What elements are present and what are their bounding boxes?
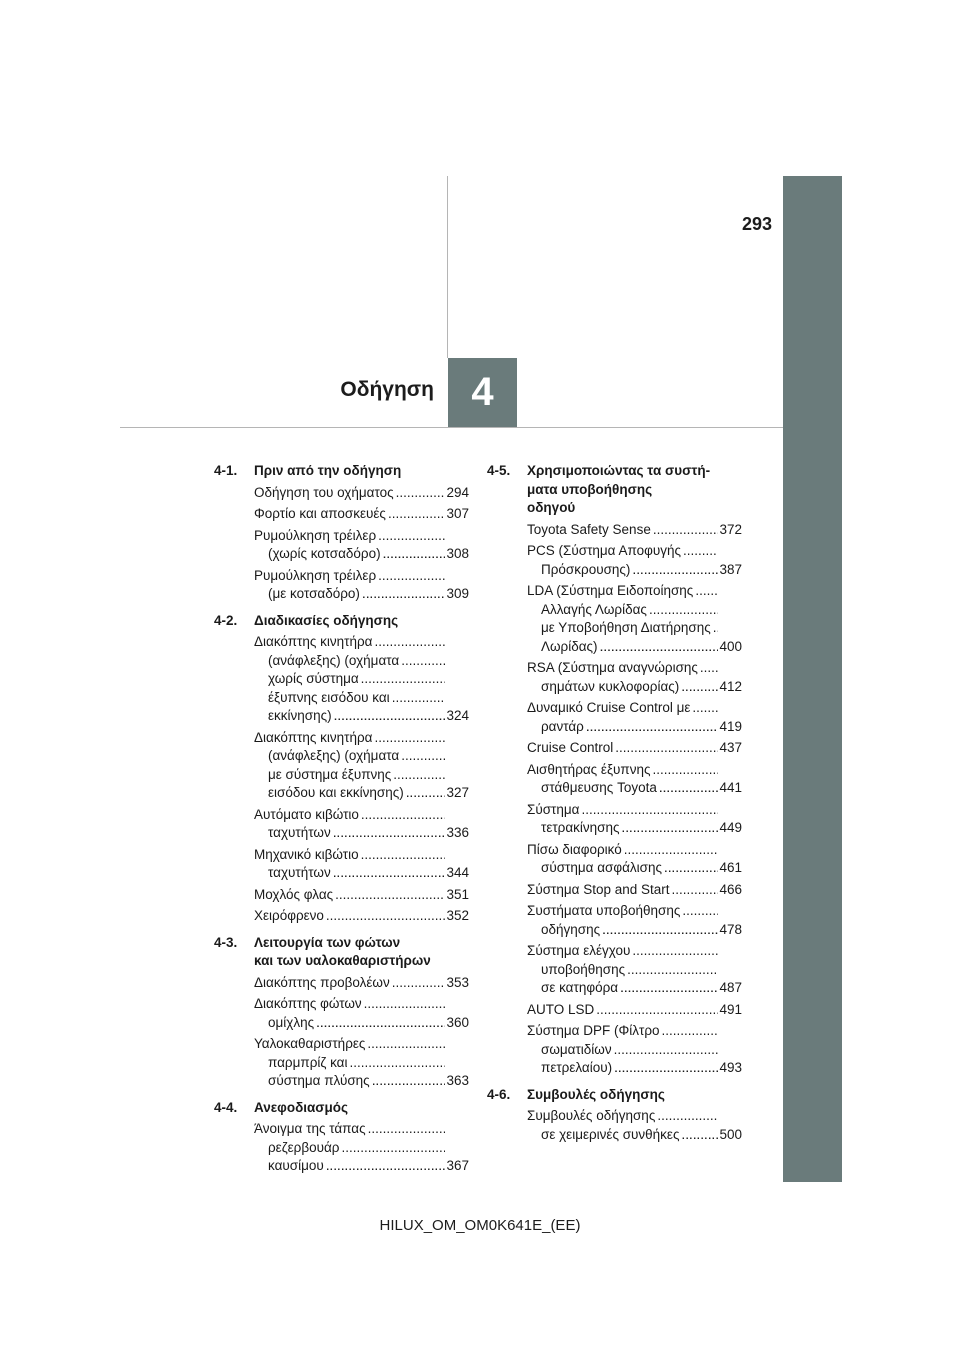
toc-entry[interactable] xyxy=(214,995,469,1032)
entry-page-number: 336 xyxy=(445,824,469,843)
entry-label: Μοχλός φλας ..... xyxy=(254,887,333,902)
section-number: 4-5. xyxy=(487,463,511,478)
entry-label-wrap xyxy=(527,699,718,736)
section-title: Λειτουργία των φώτων και των υαλοκαθαριστήρων xyxy=(254,934,431,968)
entry-label-wrap xyxy=(254,974,445,993)
entry-page-number: 387 xyxy=(718,561,742,580)
entry-page-number: 487 xyxy=(718,979,742,998)
toc-entry[interactable] xyxy=(487,841,742,878)
entry-page-number: 324 xyxy=(445,707,469,726)
entry-label-wrap xyxy=(254,907,445,926)
entry-label-wrap xyxy=(527,881,718,900)
toc-entry[interactable] xyxy=(214,505,469,524)
toc-entry[interactable] xyxy=(487,542,742,579)
entry-page-number: 419 xyxy=(718,718,742,737)
entry-page-number: 466 xyxy=(718,881,742,900)
entry-label-wrap xyxy=(527,542,718,579)
entry-label-wrap xyxy=(527,739,718,758)
entry-label-wrap xyxy=(527,1001,718,1020)
horizontal-divider xyxy=(120,427,783,428)
toc-section xyxy=(487,462,742,1078)
toc-entry[interactable] xyxy=(487,881,742,900)
entry-page-number: 308 xyxy=(445,545,469,564)
entry-page-number: 449 xyxy=(718,819,742,838)
entry-label-wrap xyxy=(254,806,445,843)
entry-page-number: 461 xyxy=(718,859,742,878)
toc-section xyxy=(214,462,469,604)
entry-page-number: 491 xyxy=(718,1001,742,1020)
toc-entry[interactable] xyxy=(214,484,469,503)
entry-label: Συστήματα υποβοήθησης ..... οδήγησης ..... ..... xyxy=(527,903,680,937)
entry-label: Χειρόφρενο ..... xyxy=(254,908,324,923)
toc-entry[interactable] xyxy=(214,567,469,604)
entry-page-number: 360 xyxy=(445,1014,469,1033)
entry-label-wrap xyxy=(527,582,718,656)
chapter-number-box: 4 xyxy=(448,358,517,427)
toc-entry[interactable] xyxy=(214,1120,469,1176)
entry-label: Διακόπτης προβολέων ..... xyxy=(254,975,390,990)
toc-entry[interactable] xyxy=(214,886,469,905)
entry-label-wrap xyxy=(254,633,445,726)
toc-entry[interactable] xyxy=(487,1107,742,1144)
entry-page-number: 367 xyxy=(445,1157,469,1176)
entry-label-wrap xyxy=(254,729,445,803)
entry-page-number: 294 xyxy=(445,484,469,503)
entry-page-number: 327 xyxy=(445,784,469,803)
section-title: Διαδικασίες οδήγησης xyxy=(254,612,399,628)
entry-label: Διακόπτης φώτων ..... ομίχλης ..... ..... xyxy=(254,996,362,1030)
entry-label: Μηχανικό κιβώτιο ..... ταχυτήτων ..... ..... xyxy=(254,847,359,881)
section-title: Πριν από την οδήγηση xyxy=(254,463,402,478)
entry-label: Συμβουλές οδήγησης ..... σε χειμερινές συνθήκες ..... ..... xyxy=(527,1108,679,1142)
entry-page-number: 500 xyxy=(718,1126,742,1145)
entry-label: Toyota Safety Sense ..... xyxy=(527,522,651,537)
document-code-footer: HILUX_OM_OM0K641E_(EE) xyxy=(379,1217,581,1234)
entry-label-wrap xyxy=(527,761,718,798)
toc-entry[interactable] xyxy=(487,801,742,838)
entry-label: Διακόπτης κινητήρα ..... (ανάφλεξης) (οχήματα ..... χωρίς σύστημα ..... έξυπνης εισόδου και ..... εκκίνησης) ..... ..... xyxy=(254,634,399,723)
toc-left-column xyxy=(214,462,469,1184)
entry-label-wrap xyxy=(527,659,718,696)
entry-page-number: 372 xyxy=(718,521,742,540)
entry-label-wrap xyxy=(527,902,718,939)
entry-label: Οδήγηση του οχήματος ..... xyxy=(254,485,394,500)
section-number: 4-4. xyxy=(214,1099,238,1115)
toc-entry[interactable] xyxy=(214,974,469,993)
entry-label-wrap xyxy=(527,521,718,540)
toc-entry[interactable] xyxy=(214,729,469,803)
entry-page-number: 400 xyxy=(718,638,742,657)
entry-label-wrap xyxy=(254,1035,445,1091)
entry-label: Cruise Control ..... xyxy=(527,740,613,755)
toc-entry[interactable] xyxy=(487,1001,742,1020)
section-heading xyxy=(487,1086,742,1105)
entry-label: Δυναμικό Cruise Control με ..... ραντάρ ..... ..... xyxy=(527,700,690,734)
entry-page-number: 437 xyxy=(718,739,742,758)
section-number: 4-6. xyxy=(487,1086,511,1102)
toc-entry[interactable] xyxy=(487,761,742,798)
toc-section xyxy=(487,1086,742,1145)
section-heading xyxy=(214,1099,469,1118)
entry-label: Διακόπτης κινητήρα ..... (ανάφλεξης) (οχήματα ..... με σύστημα έξυπνης ..... εισόδου και εκκίνησης) ..... ..... xyxy=(254,730,404,801)
entry-label: Ρυμούλκηση τρέιλερ ..... (με κοτσαδόρο) ..... ..... xyxy=(254,568,376,602)
entry-page-number: 478 xyxy=(718,921,742,940)
chapter-title: Οδήγηση xyxy=(340,378,434,401)
entry-label-wrap xyxy=(254,484,445,503)
entry-label: Άνοιγμα της τάπας ..... ρεζερβουάρ ..... καυσίμου ..... ..... xyxy=(254,1121,366,1173)
toc-section xyxy=(214,934,469,1091)
entry-label: AUTO LSD ..... xyxy=(527,1002,594,1017)
section-number: 4-3. xyxy=(214,934,238,950)
entry-page-number: 363 xyxy=(445,1072,469,1091)
toc-entry[interactable] xyxy=(214,806,469,843)
entry-page-number: 344 xyxy=(445,864,469,883)
toc-entry[interactable] xyxy=(487,1022,742,1078)
toc-entry[interactable] xyxy=(214,1035,469,1091)
entry-label-wrap xyxy=(527,1107,718,1144)
entry-label-wrap xyxy=(254,886,445,905)
entry-label-wrap xyxy=(527,841,718,878)
entry-label-wrap xyxy=(254,567,445,604)
entry-page-number: 351 xyxy=(445,886,469,905)
toc-section xyxy=(214,612,469,926)
entry-label: LDA (Σύστημα Ειδοποίησης ..... Αλλαγής Λωρίδας ..... με Υποβοήθηση Διατήρησης ..... Λωρίδας) ..... ..... xyxy=(527,583,711,654)
toc-right-column xyxy=(487,462,742,1152)
toc-entry[interactable] xyxy=(214,633,469,726)
toc-entry[interactable] xyxy=(214,527,469,564)
toc-entry[interactable] xyxy=(487,521,742,540)
entry-label-wrap xyxy=(254,846,445,883)
entry-page-number: 309 xyxy=(445,585,469,604)
entry-label: Σύστημα DPF (Φίλτρο ..... σωματιδίων ..... πετρελαίου) ..... ..... xyxy=(527,1023,660,1075)
entry-page-number: 352 xyxy=(445,907,469,926)
section-heading xyxy=(214,612,469,631)
entry-label-wrap xyxy=(254,1120,445,1176)
entry-label: Αισθητήρας έξυπνης ..... στάθμευσης Toyota ..... ..... xyxy=(527,762,657,796)
entry-page-number: 412 xyxy=(718,678,742,697)
toc-entry[interactable] xyxy=(487,739,742,758)
entry-label-wrap xyxy=(254,995,445,1032)
entry-label: Πίσω διαφορικό ..... σύστημα ασφάλισης ..... ..... xyxy=(527,842,662,876)
entry-label: Σύστημα ελέγχου ..... υποβοήθησης ..... σε κατηφόρα ..... ..... xyxy=(527,943,630,995)
entry-label: Φορτίο και αποσκευές ..... xyxy=(254,506,386,521)
section-title: Ανεφοδιασμός xyxy=(254,1099,349,1115)
entry-label-wrap xyxy=(527,1022,718,1078)
toc-entry[interactable] xyxy=(487,942,742,998)
side-chapter-tab xyxy=(783,176,842,1182)
section-heading xyxy=(487,462,742,518)
toc-entry[interactable] xyxy=(487,902,742,939)
toc-entry[interactable] xyxy=(214,907,469,926)
entry-label: Σύστημα Stop and Start ..... xyxy=(527,882,670,897)
section-title: Συμβουλές οδήγησης xyxy=(527,1086,665,1102)
entry-page-number: 441 xyxy=(718,779,742,798)
section-number: 4-2. xyxy=(214,612,238,628)
toc-entry[interactable] xyxy=(487,699,742,736)
entry-page-number: 493 xyxy=(718,1059,742,1078)
toc-section xyxy=(214,1099,469,1176)
toc-entry[interactable] xyxy=(487,659,742,696)
entry-label: Υαλοκαθαριστήρες ..... παρμπρίζ και ..... σύστημα πλύσης ..... ..... xyxy=(254,1036,370,1088)
vertical-divider xyxy=(447,176,448,358)
entry-label: RSA (Σύστημα αναγνώρισης ..... σημάτων κυκλοφορίας) ..... ..... xyxy=(527,660,698,694)
section-heading xyxy=(214,462,469,481)
page-number: 293 xyxy=(741,214,772,234)
entry-label: Αυτόματο κιβώτιο ..... ταχυτήτων ..... ..... xyxy=(254,807,359,841)
section-heading xyxy=(214,934,469,971)
entry-label-wrap xyxy=(527,942,718,998)
entry-page-number: 307 xyxy=(445,505,469,524)
entry-label: Ρυμούλκηση τρέιλερ ..... (χωρίς κοτσαδόρο) ..... ..... xyxy=(254,528,381,562)
entry-label: PCS (Σύστημα Αποφυγής ..... Πρόσκρουσης) ..... ..... xyxy=(527,543,681,577)
section-title: Χρησιμοποιώντας τα συστή- ματα υποβοήθησης οδηγού xyxy=(527,463,711,515)
toc-entry[interactable] xyxy=(214,846,469,883)
entry-label-wrap xyxy=(254,527,445,564)
toc-entry[interactable] xyxy=(487,582,742,656)
entry-label: Σύστημα ..... τετρακίνησης ..... ..... xyxy=(527,802,620,836)
entry-label-wrap xyxy=(527,801,718,838)
entry-page-number: 353 xyxy=(445,974,469,993)
section-number: 4-1. xyxy=(214,463,238,478)
entry-label-wrap xyxy=(254,505,445,524)
